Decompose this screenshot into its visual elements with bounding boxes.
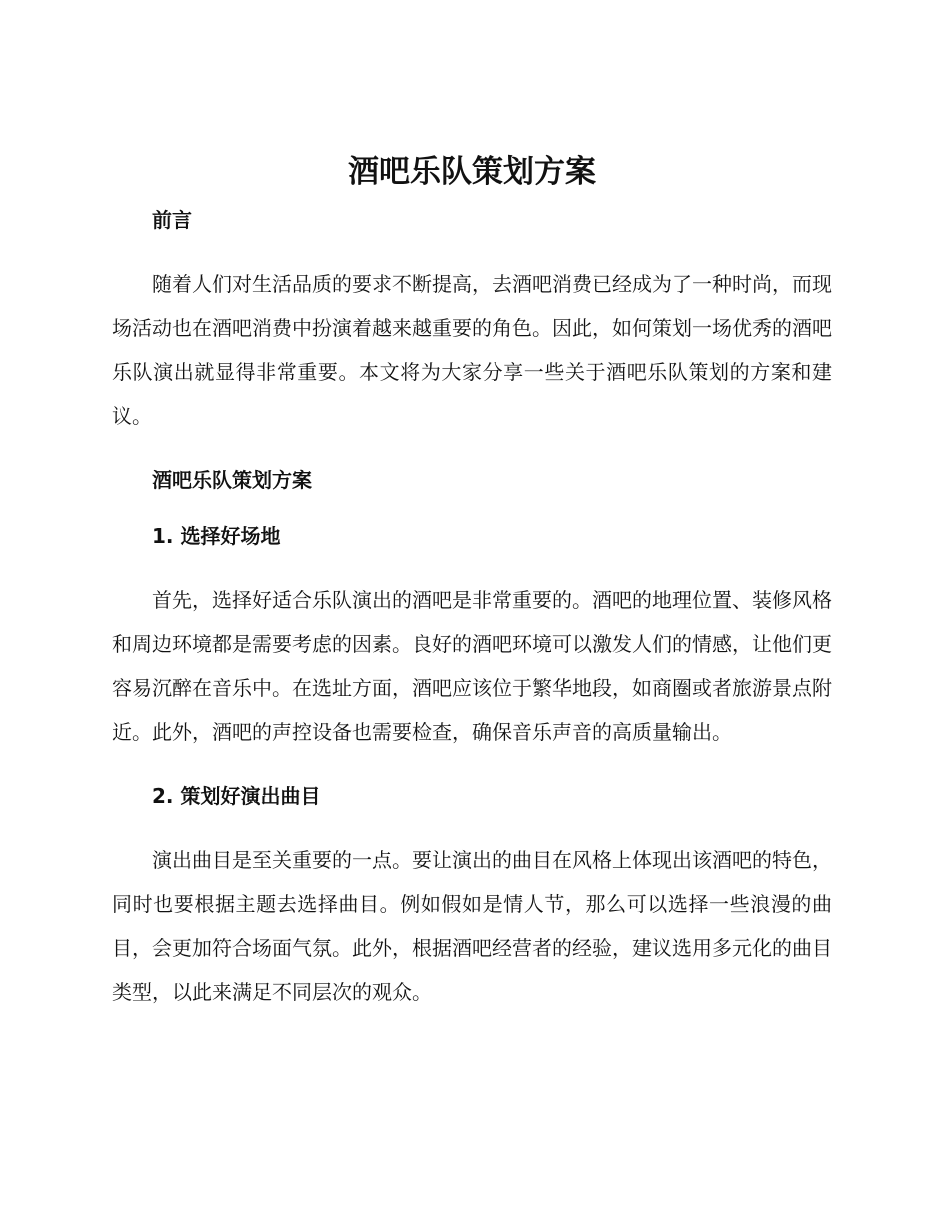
document-page (112, 150, 832, 1014)
section-paragraph-venue: 首先，选择好适合乐队演出的酒吧是非常重要的。酒吧的地理位置、装修风格和周边环境都是需要考虑的因素。良好的酒吧环境可以激发人们的情感，让他们更容易沉醉在音乐中。在选址方面，酒吧应该位于繁华地段，如商圈或者旅游景点附近。此外，酒吧的声控设备也需要检查，确保音乐声音的高质量输出。 (112, 588, 832, 744)
section-heading-venue: 1. 选择好场地 (152, 524, 281, 548)
section-paragraph-setlist: 演出曲目是至关重要的一点。要让演出的曲目在风格上体现出该酒吧的特色，同时也要根据主题去选择曲目。例如假如是情人节，那么可以选择一些浪漫的曲目，会更加符合场面气氛。此外，根据酒吧经营者的经验，建议选用多元化的曲目类型，以此来满足不同层次的观众。 (112, 848, 832, 1004)
preface-heading: 前言 (152, 208, 192, 232)
intro-paragraph: 随着人们对生活品质的要求不断提高，去酒吧消费已经成为了一种时尚，而现场活动也在酒吧消费中扮演着越来越重要的角色。因此，如何策划一场优秀的酒吧乐队演出就显得非常重要。本文将为大家分享一些关于酒吧乐队策划的方案和建议。 (112, 272, 832, 428)
section-heading-setlist: 2. 策划好演出曲目 (152, 784, 321, 808)
plan-heading: 酒吧乐队策划方案 (152, 468, 312, 492)
document-title: 酒吧乐队策划方案 (348, 154, 596, 190)
